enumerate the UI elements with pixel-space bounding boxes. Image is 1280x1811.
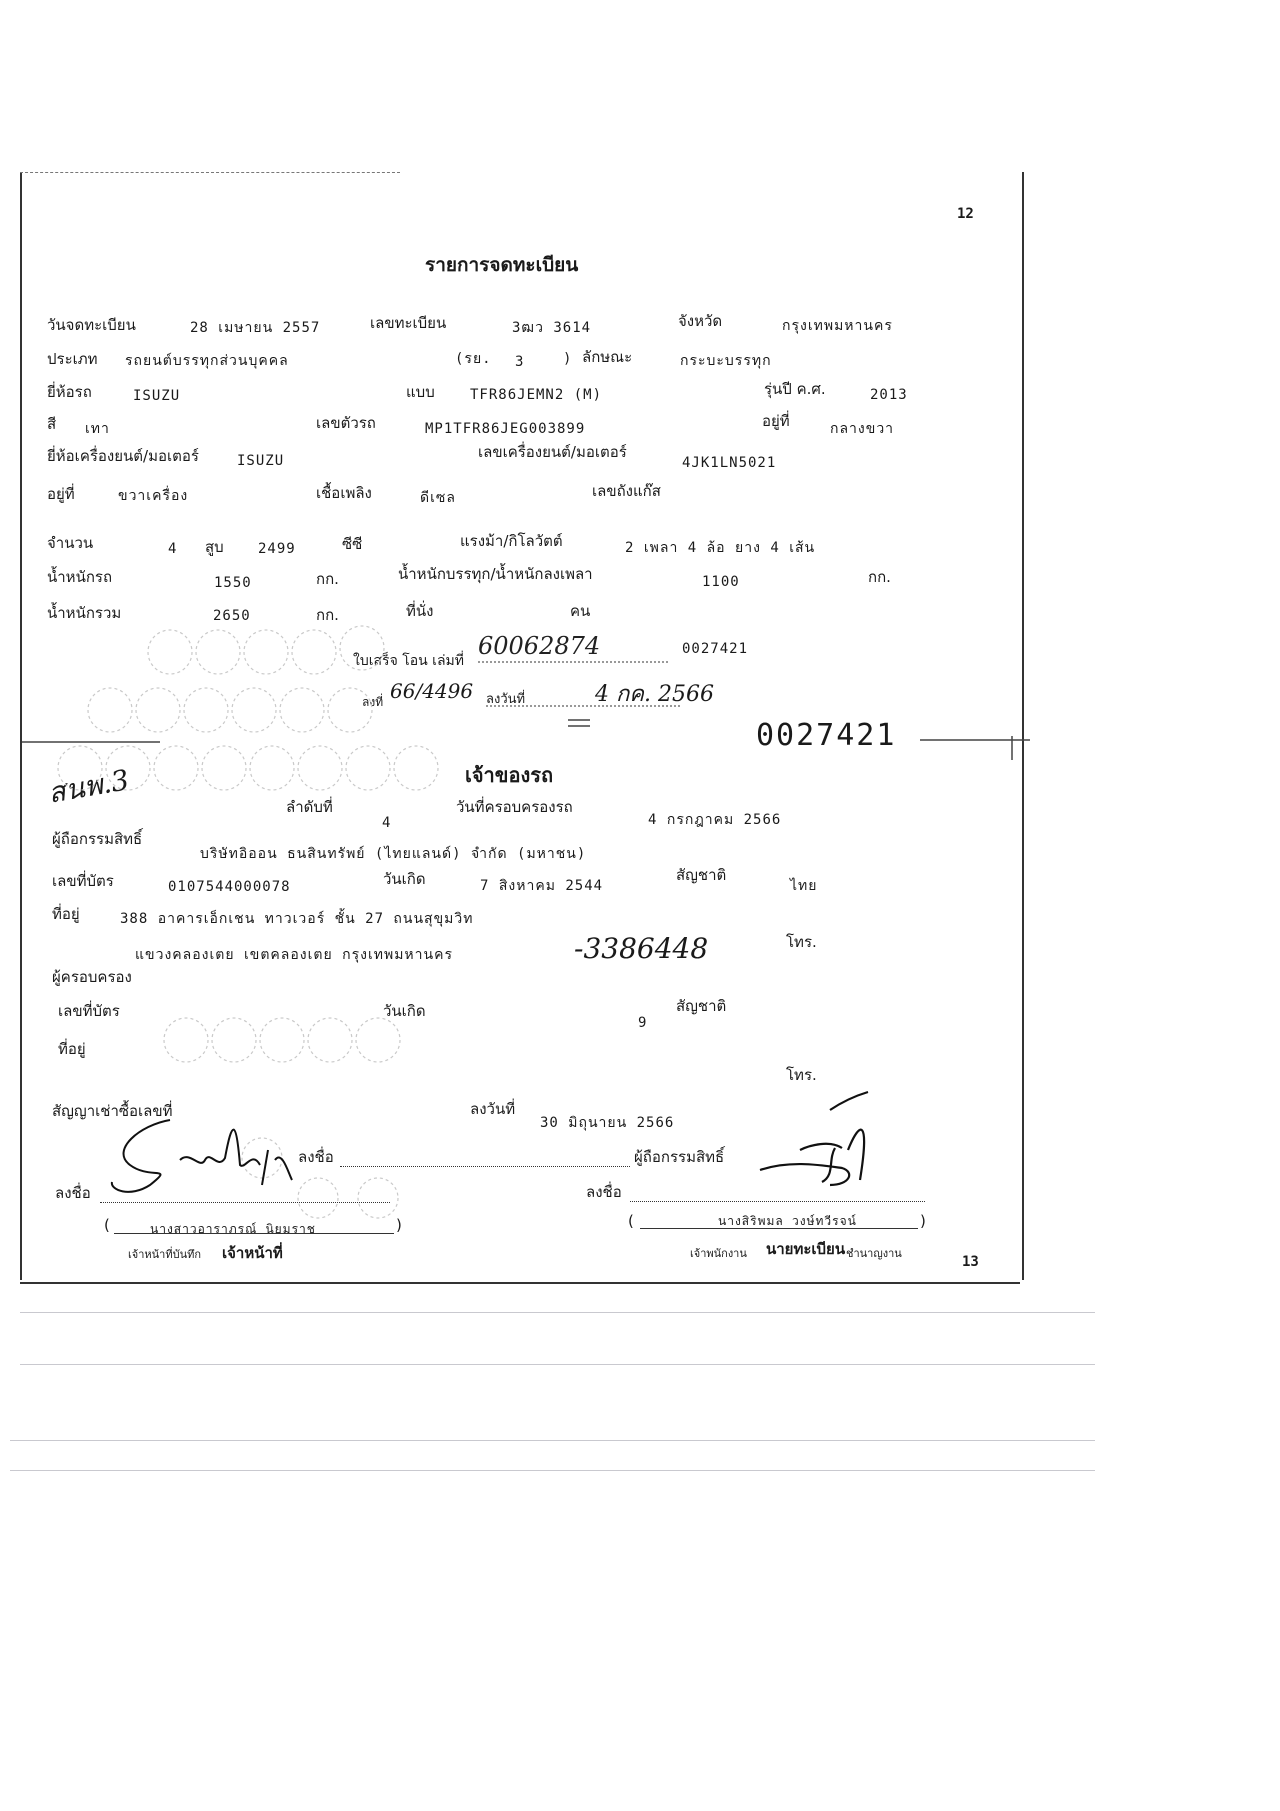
receipt-label: ใบเสร็จ โอน เล่มที่ [353,653,464,669]
plate-value: 3ฒว 3614 [512,320,592,336]
sign-label-2: ลงชื่อ [55,1184,91,1202]
document-title: รายการจดทะเบียน [425,254,579,276]
year-label: รุ่นปี ค.ศ. [764,380,826,398]
possessor-mark: 9 [638,1015,648,1031]
order-value: 4 [382,815,392,831]
possessor-nationality-label: สัญชาติ [676,997,727,1015]
registrar-title: นายทะเบียน [766,1240,846,1258]
engine-number-value: 4JK1LN5021 [682,455,777,471]
load-label: น้ำหนักบรรทุก/น้ำหนักลงเพลา [398,565,593,583]
year-value: 2013 [870,387,908,403]
engine-brand-value: ISUZU [237,453,285,469]
address-line1: 388 อาคารเอ็กเชน ทาวเวอร์ ชั้น 27 ถนนสุขุมวิท [120,911,474,927]
officer-signature [112,1120,292,1192]
sign-label-3: ลงชื่อ [586,1183,622,1201]
gross-weight-label: น้ำหนักรวม [47,604,122,622]
vin-label: เลขตัวรถ [316,414,376,432]
stamp-number-label: ลงที่ [362,695,384,709]
id-label: เลขที่บัตร [52,872,114,890]
officer-paren-close: ) [396,1216,402,1234]
province-value: กรุงเทพมหานคร [782,318,893,334]
cylinders-value: 4 [168,541,178,557]
vin-location-label: อยู่ที่ [762,412,790,430]
nationality-label: สัญชาติ [676,866,727,884]
possession-date-label: วันที่ครอบครองรถ [456,798,573,816]
officer-title-prefix: เจ้าหน้าที่บันทึก [128,1248,201,1261]
cc-value: 2499 [258,541,296,557]
weight-value: 1550 [214,575,252,591]
holder-value: บริษัทอิออน ธนสินทรัพย์ (ไทยแลนด์) จำกัด (มหาชน) [200,846,587,862]
possession-date-value: 4 กรกฎาคม 2566 [648,812,782,828]
registrar-title-prefix: เจ้าพนักงาน [690,1247,747,1260]
id-value: 0107544000078 [168,879,291,895]
load-unit: กก. [868,568,891,586]
stamp-big-number: 0027421 [756,718,897,753]
address-label: ที่อยู่ [52,905,80,923]
phone-handwritten: -3386448 [574,932,709,965]
cylinders-label: สูบ [205,538,224,556]
count-label: จำนวน [47,534,94,552]
seats-label: ที่นั่ง [406,602,434,620]
holder-sign-label: ผู้ถือกรรมสิทธิ์ [634,1148,725,1166]
weight-unit: กก. [316,570,339,588]
officer-paren-open: ( [104,1216,110,1234]
vin-value: MP1TFR86JEG003899 [425,421,586,437]
color-label: สี [47,415,57,433]
province-label: จังหวัด [678,312,723,330]
type-code-open: (รย. [455,351,492,367]
registrar-paren-close: ) [920,1212,926,1230]
model-value: TFR86JEMN2 (M) [470,387,603,403]
signed-date-value: 30 มิถุนายน 2566 [540,1115,675,1131]
gross-weight-unit: กก. [316,606,339,624]
type-label: ประเภท [47,350,98,368]
engine-brand-label: ยี่ห้อเครื่องยนต์/มอเตอร์ [47,447,199,465]
birth-value: 7 สิงหาคม 2544 [480,878,604,894]
nationality-value: ไทย [790,878,818,894]
possessor-id-label: เลขที่บัตร [58,1002,120,1020]
vin-location-value: กลางขวา [830,421,895,437]
cc-label: ซีซี [342,535,363,553]
axles-value: 2 เพลา 4 ล้อ ยาง 4 เส้น [625,540,816,556]
stamp-date-value: 4 กค. 2566 [595,682,715,707]
brand-value: ISUZU [133,388,181,404]
possessor-phone-label: โทร. [786,1066,817,1084]
birth-label: วันเกิด [383,870,426,888]
signed-date-label: ลงวันที่ [470,1100,516,1118]
plate-label: เลขทะเบียน [370,314,447,332]
possessor-address-label: ที่อยู่ [58,1040,86,1058]
registrar-signature [760,1092,868,1185]
registration-date-label: วันจดทะเบียน [47,316,136,334]
engine-location-value: ขวาเครื่อง [118,488,189,504]
fuel-value: ดีเซล [420,490,456,506]
holder-label: ผู้ถือกรรมสิทธิ์ [52,830,143,848]
margin-guide-marks [22,720,1030,760]
stamp-number-handwritten: 66/4496 [390,679,474,703]
page-number-bottom: 13 [962,1254,979,1270]
style-label: ลักษณะ [582,348,633,366]
page-number-top: 12 [957,206,974,222]
registrar-name: นางสิริพมล วงษ์ทวีรจน์ [718,1214,857,1228]
type-value: รถยนต์บรรทุกส่วนบุคคล [125,353,289,369]
gross-weight-value: 2650 [213,608,251,624]
engine-location-label: อยู่ที่ [47,485,75,503]
receipt-handwritten: 60062874 [478,632,601,660]
stamp-date-label: ลงวันที่ [486,692,526,707]
stamp-circles [58,626,438,1218]
fuel-label: เชื้อเพลิง [316,484,372,502]
officer-name: นางสาวอาราภรณ์ นิยมราช [150,1222,316,1236]
model-label: แบบ [406,383,435,401]
phone-label: โทร. [786,933,817,951]
contract-label: สัญญาเช่าซื้อเลขที่ [52,1102,173,1120]
possessor-birth-label: วันเกิด [383,1002,426,1020]
seats-unit: คน [570,602,591,620]
type-code-value: 3 [515,354,525,370]
power-label: แรงม้า/กิโลวัตต์ [460,532,563,550]
owner-heading: เจ้าของรถ [465,763,554,787]
brand-label: ยี่ห้อรถ [47,383,92,401]
order-label: ลำดับที่ [286,798,333,816]
side-handwritten-note: สนพ.3 [45,763,132,810]
receipt-number: 0027421 [682,641,749,657]
registrar-title-suffix: ชำนาญงาน [846,1247,902,1260]
registrar-paren-open: ( [628,1212,634,1230]
registration-date-value: 28 เมษายน 2557 [190,320,321,336]
weight-label: น้ำหนักรถ [47,568,113,586]
engine-number-label: เลขเครื่องยนต์/มอเตอร์ [478,443,627,461]
address-line2: แขวงคลองเตย เขตคลองเตย กรุงเทพมหานคร [135,947,453,963]
style-value: กระบะบรรทุก [680,353,772,369]
load-value: 1100 [702,574,740,590]
gas-tank-label: เลขถังแก๊ส [592,482,661,500]
color-value: เทา [85,421,110,437]
type-code-close: ) [563,351,573,367]
possessor-label: ผู้ครอบครอง [52,968,132,986]
sign-label-1: ลงชื่อ [298,1148,334,1166]
officer-title: เจ้าหน้าที่ [222,1244,283,1262]
